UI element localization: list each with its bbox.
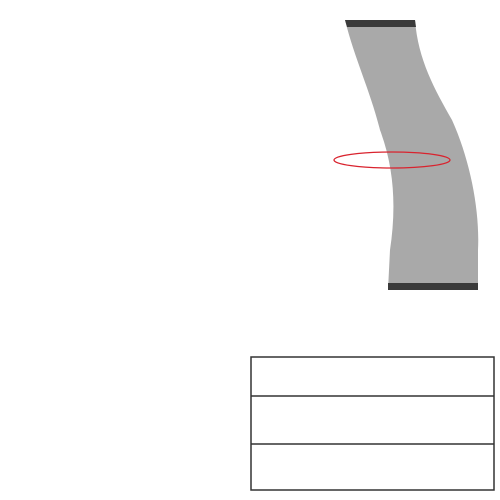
sleeve-bottom-band	[388, 283, 478, 290]
size-table	[250, 356, 495, 491]
sleeve-body	[345, 20, 478, 290]
knee-sleeve-diagram	[300, 0, 500, 300]
sleeve-top-band	[345, 20, 416, 27]
